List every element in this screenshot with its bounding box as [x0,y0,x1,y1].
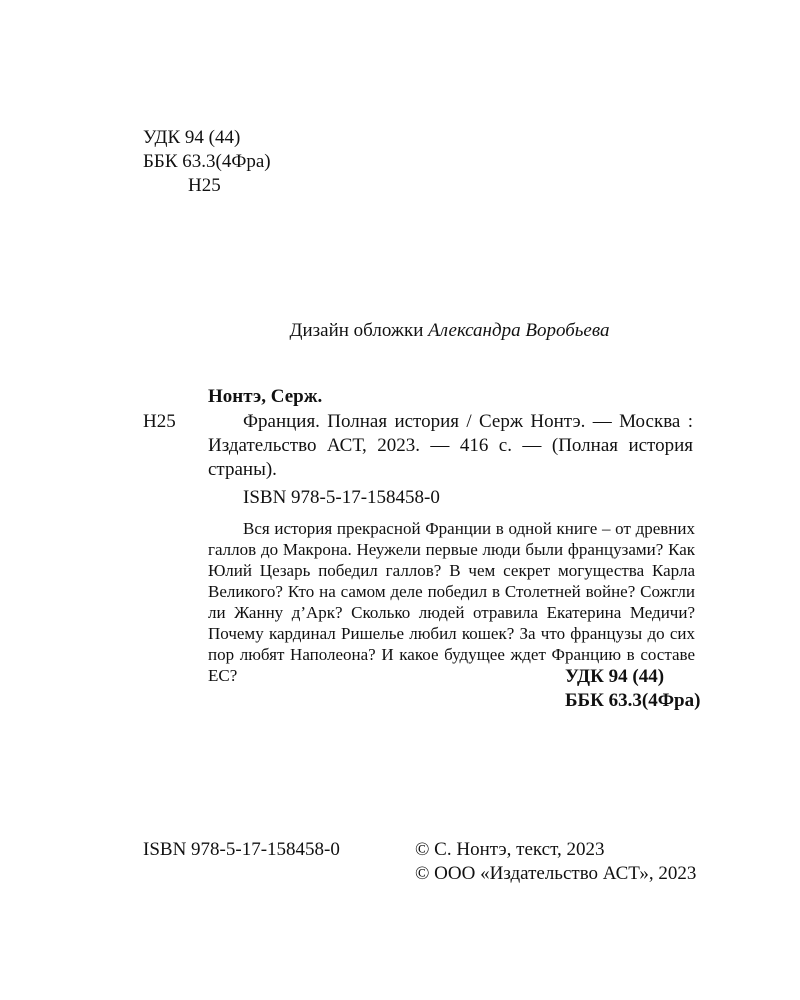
entry-author-code: Н25 [143,411,176,432]
cover-design-label: Дизайн обложки [289,320,429,341]
copyright-author: © С. Нонтэ, текст, 2023 [415,839,605,860]
footer-isbn: ISBN 978-5-17-158458-0 [143,839,340,860]
cover-design-credit [0,320,800,342]
entry-udk: УДК 94 (44) [565,666,665,687]
annotation: Вся история прекрасной Франции в одной книге – от древних галлов до Макрона. Неужели первые люди были французами? Как Юлий Цезарь победил галлов? В чем секрет могущества Карла Великого? Кто на самом деле победил в Столетней войне? Сожгли ли Жанну д’Арк? Сколько людей отравила Екатерина Медичи? Почему кардинал Ришелье любил кошек? За что французы до сих пор любят Наполеона? И какое будущее ждет Францию в составе ЕС? [208,519,695,685]
header-udk: УДК 94 (44) [143,127,241,148]
entry-author: Нонтэ, Серж. [208,386,323,407]
copyright-publisher: © ООО «Издательство АСТ», 2023 [415,863,697,884]
bibliographic-description: Франция. Полная история / Серж Нонтэ. — Москва : Издательство АСТ, 2023. — 416 с. — (Полная история страны). [208,411,693,480]
header-bbk: ББК 63.3(4Фра) [143,151,271,172]
entry-bbk: ББК 63.3(4Фра) [565,690,701,711]
cover-designer-name: Александра Воробьева [428,320,610,341]
header-author-code: Н25 [188,175,221,196]
entry-isbn: ISBN 978-5-17-158458-0 [243,487,440,508]
